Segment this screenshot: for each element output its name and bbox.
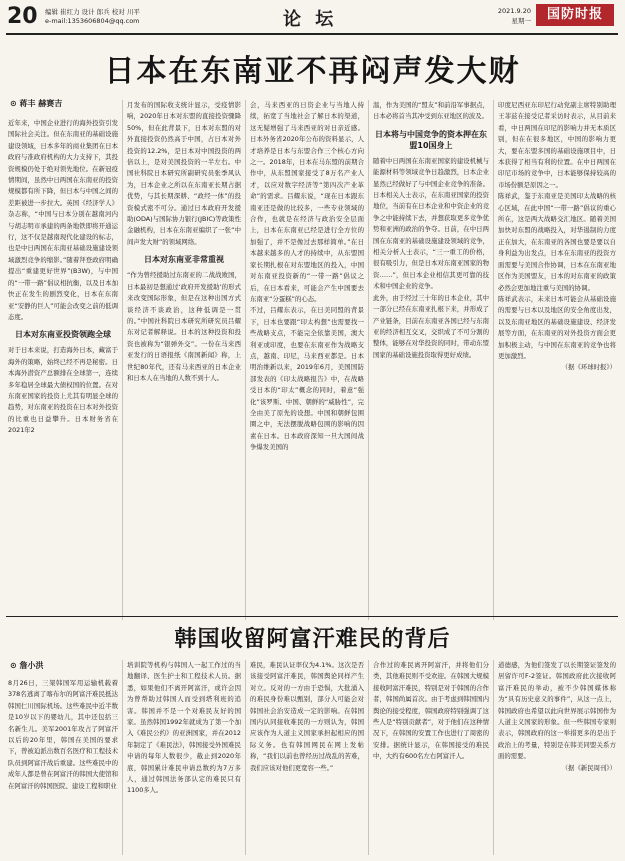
article1-col4-text: 温，作为美国的“盟友”和前沿军事据点，日本必将首当其冲受到东亚地区的波及。 — [373, 101, 489, 121]
page-header — [0, 0, 625, 34]
article1-col3-text: 会，马来西亚的日资企业与当地人持续，拓宽了当地社会了解日本的渠道，这无疑增强了马来西亚的对日亲近感。日本外务省2020年公布的资料显示，人才培养是日本与东盟合作三个核心方向之一。2018年，日本在马东盟的前期合作中，从东盟国家接受了8万名产业人才，以应对数字经济等“第四次产业革命”的需求。吕耀东说，“现在日本跟东南亚还是做的比较多，一些专业领域的合作，也就是在经济与政治安全层面上，日本在东南亚已经是进行全方位的加强了，并不是像过去那样简单。”在日本越来越多的人才的持续中，从东盟国家长期扎根在对东盟地区的投入，中国对东南亚投资新的“一带一路”倡议之后，在日本看来，可能会产生中国要去东南亚“分蛋糕”的心态。 — [250, 101, 364, 303]
column-divider — [368, 100, 369, 620]
article1-col1b-text: 对于日本来说，打造海外日本，藏富于海外的策略，始终已经不再是秘密。日本海外潜资产总额排在全球第一，连续多年稳居全球最大债权国的位置。在对东南亚国家的投资上尤其有明显全球的趋势，对东南亚的投资在日本对外投资的比重也日益攀升。日本财务省在2021年2 — [8, 346, 118, 435]
article2-col3-text: 难民，难民认证率仅为4.1%。这次是否该接受阿富汗难民，韩国舆论同样产生对立。反对的一方由于恐惧，大批涌入的难民身份难以甄别，部分人可能会对韩国社会治安造成一定的影响。在韩国国内认同接收难民的一方则认为，韩国应该作为人道主义国家承担起相应的国际义务。也有韩国网民在网上发帖称，“我们以前也曾经历过战乱的苦难，我们应该对他们更宽容一些。” — [250, 661, 364, 772]
column-divider — [122, 660, 123, 855]
article1-column-2 — [127, 100, 241, 620]
masthead-logo: 国防时报 — [536, 4, 614, 26]
article2-byline: ⊙ 詹小洪 — [10, 661, 44, 670]
column-divider — [493, 100, 494, 620]
article2-col5-text: 道德感，为他们签发了以长期签证签发的居留许可F-2签证。韩国政府此次接收阿富汗难民的举动，被不少韩国媒体称为“具有历史意义的事件”，从这一点上，韩国政府也希望以此向世界展示韩国作为人道主义国家的形象。但一些韩国专家则表示，韩国政府的这一举措更多的是出于政治上的考量，特别是在韩美同盟关系方面的需要。 — [498, 661, 616, 761]
article1-headline: 日本在东南亚不再闷声发大财 — [104, 54, 521, 89]
header-rule — [6, 33, 618, 35]
article-separator — [6, 616, 618, 617]
issue-date: 2021.9.20 — [497, 7, 531, 15]
column-divider — [245, 660, 246, 855]
article1-source: （据《环球时报》） — [561, 363, 616, 372]
article2-column-3 — [250, 660, 364, 858]
article1-col1-text: 近年来，中国企业进行的海外投资引发国际社会关注。但在东南亚的基础设施建设领域，日本多年的商业集团在日本政府与准政府机构的大力支持下，其投资规模仍处于绝对领先地位。在新冠疫情期间，虽然中日两国在东南亚的投资规模都有所下降，但日本与中国之间的差距被进一步拉大。英国《经济学人》杂志称，“中国与日本分别在越南河内与胡志明市承建的两条地铁即将开通运行，这不仅是越南现代化建设的标志，也是中日两国在东南亚基础设施建设领域激烈竞争的缩影。”随着拜登政府明确提出“重建更好世界”(B3W)，与中国的“一带一路”倡议相抗衡，以及日本加快正在发生的剧烈变化，日本在东南亚“安静的巨人”可能会改变之前的低调态度。 — [8, 119, 118, 321]
column-divider — [493, 660, 494, 855]
article1-col5c-text: 陈祥武表示，未来日本可能会从基础设施的需要与日本以及地区的安全角度出发，以及东南亚地区的基础设施建设、经济发展等方面，在东南亚的对外投资方面会更加积极主动，与中国在东南亚的竞争也将更加激烈。 — [498, 294, 616, 360]
article2-headline: 韩国收留阿富汗难民的背后 — [174, 627, 451, 652]
article1-subheading-3: 日本将与中国竞争的资本押在东盟10国身上 — [375, 129, 487, 150]
column-divider — [245, 100, 246, 620]
article1-col3b-text: 不过，吕耀东表示，在日美同盟的背景下，日本也要跟“印太构想”也需要找一些战略支点，不能完全依靠美国，澳大利亚或印度，也要在东南亚作为战略支点，越南、印尼，马来西亚都是。日本明治维新以来，2019年6月，美国国防部发表的《印太战略报告》中，在战略受日本的“印太”概念的同时，着意“强化”该罗斯、中国、朝鲜的“威胁性”，完全由美了原先的设想。中国和朝鲜包围圈之中，无法摆脱战略包围的影响的因素在日本。日本政府深知一旦大国间战争爆发美国的 — [250, 306, 364, 452]
article1-col2b-text: “作为曾经援助过东南亚的二战战败国，日本最初是想通过‘政府开发援助’的形式来改变国际形象，但是在这种出国方式谈经济不谈政治，这种低调是一贯的。”中国社科院日本研究所研究员吕耀东对记者解释说。日本的这种投资和投资也被称为“银弹外交”。一份在马来西亚发行的日语报纸《南国新闻》称，上世纪80年代，还有马来西亚的日本企业和日本人在当地的人数不到十人。 — [127, 271, 241, 382]
article1-col5b-text: 陈祥武，鉴于东南亚是美国印太战略的核心区域，在此中国“一带一路”倡议的重心所在，这是两大战略交汇地区。随着美国加快对东盟的战略投入，对华遏制的力度正在加大，在东南亚的各国也要是要以自身利益为出发点，日本在东南亚的投资方面需要与美国合作协调，日本在东南亚地区作为美国盟友，日本的对东南亚的政策必然会更加地注重与美国的协调。 — [498, 192, 616, 292]
article1-byline: ⊙ 蒋丰 赫赛吉 — [10, 99, 63, 108]
article2-column-2 — [127, 660, 241, 858]
article2-column-5 — [498, 660, 616, 858]
article1-column-4 — [373, 100, 489, 620]
date-block — [489, 6, 531, 26]
article2-column-4 — [373, 660, 489, 858]
email-line: e-mail:1353606804@qq.com — [45, 17, 140, 25]
article1-column-1 — [8, 118, 118, 623]
article1-col5-text: 印度尼西亚东印尼行动党副主席特别助理王菲兹在接受记者采访时表示，从目前来看，中日两国在印尼的影响力并无本质区别，但在在很多地区，中国的影响力更大，要在东盟多国的基础设施项目中，日本获得了相当有利的位置。在中日两国在印尼市场的竞争中，日本能够保持较高的市场份额是原因之一。 — [498, 101, 616, 189]
editors-line: 编辑 崔红力 设计 郎兵 校对 川平 — [45, 8, 140, 16]
article2-col1-text: 8月26日，三架韩国军用运输机载着378名逃离了喀布尔的阿富汗难民抵达韩国仁川国际机场。这些难民中近半数是10岁以下的婴幼儿，其中还包括三名新生儿。美军2001年攻占了阿富汗以后的20年里，韩国在美国的要求下，曾被迫派出数百名医疗和工程技术队员到阿富汗战后重建。这些难民中的成年人都是曾在阿富汗的韩国大使馆和在阿富汗的韩国医院、建设工程和职业 — [8, 679, 118, 790]
section-title: 论 坛 — [283, 9, 338, 30]
page-number: 20 — [7, 4, 38, 29]
article1-col4b-text: 随着中日两国在东南亚国家的建设机械与能源材料等领域竞争日趋激烈，日本企业显然已经做好了与中国企业竞争的准备。日本相关人士表示，在东南亚国家的投资地位，当前有在日本企业和中资企业的竞争之中能持续下去，并想获取更多竞争优势和亚洲的政治的争夺。日前，在中日两国在东南亚的基础设施建设领域的竞争，相关分析人士表示，“三一重工的价格，很有吸引力，但是日本对东南亚国家的物资……”，但日本企业相信其更可靠的技术和中国企业的竞争。 — [373, 156, 489, 291]
article2-source: （据《新民周刊》） — [561, 763, 616, 772]
editor-credits — [45, 8, 140, 26]
article1-subheading-1: 日本对东南亚投资领跑全球 — [15, 330, 111, 340]
column-divider — [368, 660, 369, 855]
article1-col4c-text: 此外，由于经过三十年的日本企业，其中一部分已经在东南亚扎根下来，并形成了产业链条，目前在东南亚各国已经与东南亚的经济相互交叉，交织成了不可分割的整体，能够在对华投资的同时，带动东盟国家的基础设施投资取得更好成绩。 — [373, 293, 489, 359]
issue-weekday: 星期一 — [511, 17, 531, 25]
article1-column-3 — [250, 100, 364, 620]
article1-col2-text: 月发布的国际收支统计显示，受疫情影响，2020年日本对东盟的直接投资骤降50%，但在此背景下，日本对东盟的对外直接投资仍然高于中国，占日本对外投资的12.2%，是日本对中国投资的两倍以上，是对美国投资的一半左右。中国社科院日本研究所副研究员张季风认为，日本企业之所以在东南亚长期占据优势，与其长期深耕、“政经一体”的投资模式密不可分。通过日本政府开发援助(ODA)与国际协力银行(JBIC)等政策性金融机构，日本在东南亚编织了一张“中间声发大财”的领域网络。 — [127, 101, 241, 246]
article1-subheading-2: 日本对东南亚非常重视 — [144, 255, 224, 265]
column-divider — [122, 100, 123, 620]
article1-column-5 — [498, 100, 616, 620]
article2-col4-text: 合作过的难民离开阿富汗，并将他们分类，其他难民则不受欢迎。在韩国大规模接收阿富汗难民，特别是对于韩国的合作者，韩国尚属首次。由于考虑到韩国国内舆论的接受程度，韩国政府特别强调了这些人是“特别贡献者”，对于他们在这种情况下，在韩国的安置工作也进行了周密的安排。据统计显示，在韩国接受的难民中，大约有600名左右阿富汗人。 — [373, 661, 489, 761]
article2-column-1 — [8, 678, 118, 858]
article2-col2-text: 培训院等机构与韩国人一起工作过的当地翻译、医生护士和工程技术人员。据悉，如果他们不离开阿富汗，或许会因为曾帮助过韩国人而受到塔利班的追害。韩国并不是一个对难民友好的国家。虽然韩国1992年就成为了第一个加入《难民公约》的亚洲国家，并在2012年制定了《难民法》，韩国接受外国难民申请的每年人数很少，截止到2020年底，韩国累计难民申请总数约为7万多人，通过韩国法务部认定的难民只有1100多人。 — [127, 661, 241, 795]
